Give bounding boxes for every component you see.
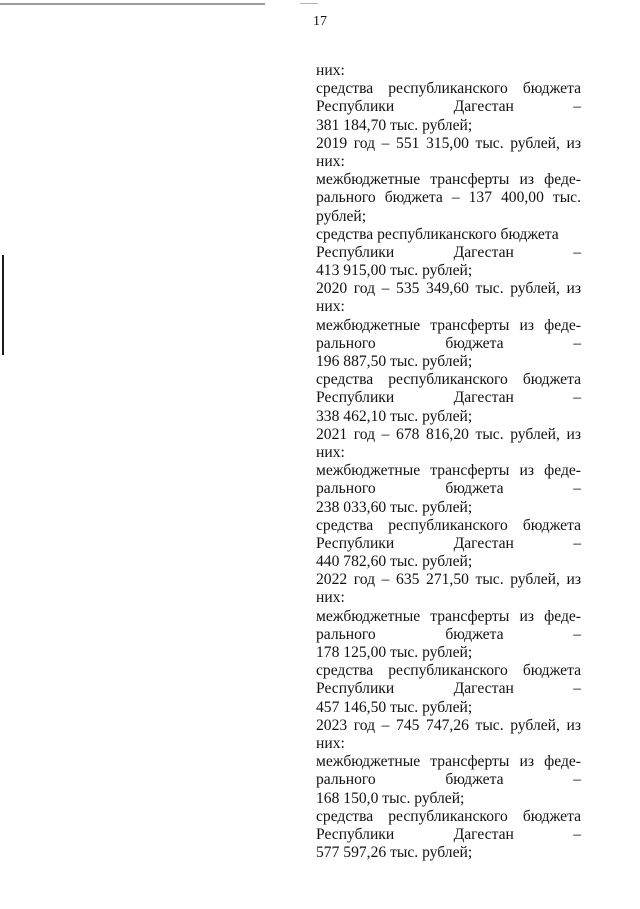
text-line: Республики Дагестан –: [316, 825, 581, 843]
text-line: 168 150,0 тыс. рублей;: [316, 789, 465, 807]
text-line: 2022 год – 635 271,50 тыс. рублей, из: [316, 571, 581, 589]
text-line: Республики Дагестан –: [316, 389, 581, 407]
text-line: средства республиканского бюджета: [316, 371, 581, 389]
text-line: них:: [316, 62, 345, 79]
text-line: них:: [316, 152, 345, 170]
text-line: рального бюджета –: [316, 771, 581, 789]
budget-text-column: [316, 62, 581, 862]
text-line: них:: [316, 734, 345, 752]
text-line: рального бюджета –: [316, 480, 581, 498]
text-line: средства республиканского бюджета: [316, 80, 581, 98]
page-number: 17: [313, 14, 327, 29]
text-line: межбюджетные трансферты из феде-: [316, 607, 581, 625]
text-line: межбюджетные трансферты из феде-: [316, 462, 581, 480]
text-line: межбюджетные трансферты из феде-: [316, 316, 581, 334]
text-line: 381 184,70 тыс. рублей;: [316, 116, 473, 134]
scan-binding-mark: [2, 255, 4, 355]
text-line: 2019 год – 551 315,00 тыс. рублей, из: [316, 134, 581, 152]
text-line: 196 887,50 тыс. рублей;: [316, 353, 473, 370]
text-line: 2020 год – 535 349,60 тыс. рублей, из: [316, 280, 581, 298]
text-line: них:: [316, 589, 345, 607]
text-line: них:: [316, 298, 345, 316]
text-line: рального бюджета – 137 400,00 тыс.: [316, 189, 581, 207]
text-line: рублей;: [316, 207, 367, 225]
text-line: 577 597,26 тыс. рублей;: [316, 844, 473, 862]
text-line: 440 782,60 тыс. рублей;: [316, 553, 473, 571]
text-line: Республики Дагестан –: [316, 534, 581, 552]
scan-edge-top-fragment: [300, 3, 318, 4]
text-line: Республики Дагестан –: [316, 680, 581, 698]
text-line: рального бюджета –: [316, 334, 581, 352]
text-line: средства республиканского бюджета: [316, 225, 559, 243]
scan-edge-top: [0, 3, 265, 5]
text-line: средства республиканского бюджета: [316, 662, 581, 680]
text-line: 2023 год – 745 747,26 тыс. рублей, из: [316, 716, 581, 734]
text-line: 238 033,60 тыс. рублей;: [316, 498, 473, 516]
text-line: них:: [316, 443, 345, 461]
text-line: Республики Дагестан –: [316, 98, 581, 116]
text-line: 178 125,00 тыс. рублей;: [316, 644, 473, 661]
text-line: 413 915,00 тыс. рублей;: [316, 262, 473, 280]
text-line: 338 462,10 тыс. рублей;: [316, 407, 473, 425]
text-line: средства республиканского бюджета: [316, 516, 581, 534]
text-line: 2021 год – 678 816,20 тыс. рублей, из: [316, 425, 581, 443]
text-line: Республики Дагестан –: [316, 243, 581, 261]
text-line: межбюджетные трансферты из феде-: [316, 753, 581, 771]
text-line: межбюджетные трансферты из феде-: [316, 171, 581, 189]
text-line: рального бюджета –: [316, 625, 581, 643]
text-line: 457 146,50 тыс. рублей;: [316, 698, 473, 716]
text-line: средства республиканского бюджета: [316, 807, 581, 825]
